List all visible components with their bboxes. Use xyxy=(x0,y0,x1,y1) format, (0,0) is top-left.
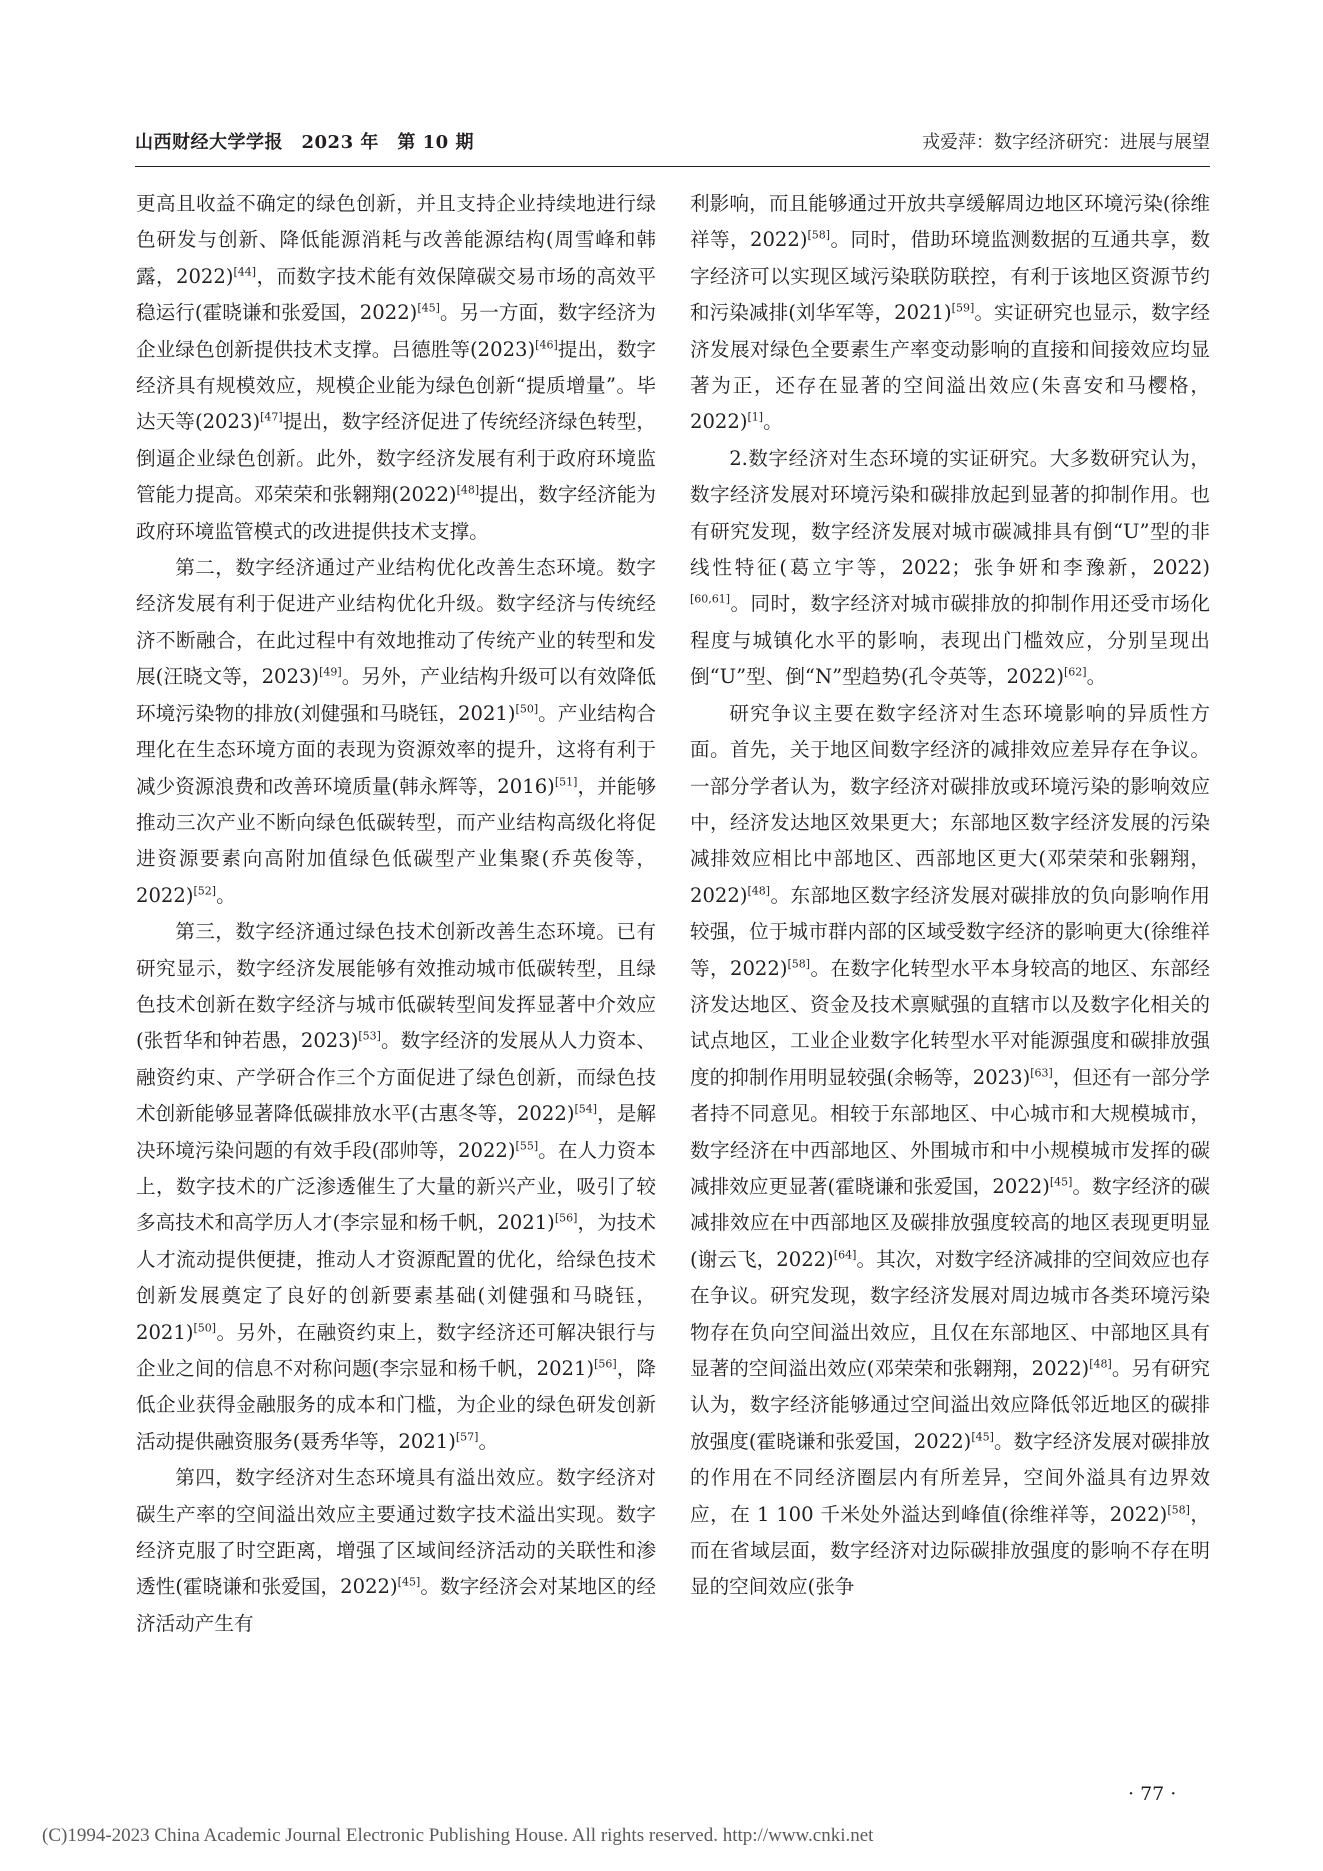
text-run: 。 xyxy=(763,410,783,434)
paragraph-continued xyxy=(690,186,1210,441)
citation-ref: [49] xyxy=(319,665,342,679)
text-run: ，降低企业获得金融服务的成本和门槛，为企业的绿色研发创新活动提供融资服务(聂秀华等，2021) xyxy=(136,1357,657,1453)
text-run: 。同时，借助环境监测数据的互通共享，数字经济可以实现区域污染联防联控，有利于该地区资源节约和污染减排(刘华军等，2021) xyxy=(690,228,1210,325)
text-run: 更高且收益不确定的绿色创新，并且支持企业持续地进行绿色研发与创新、降低能源消耗与改善能源结构(周雪峰和韩露，2022) xyxy=(136,192,656,288)
running-header xyxy=(135,128,1210,162)
text-run: 。在人力资本上，数字技术的广泛渗透催生了大量的新兴产业，吸引了较多高技术和高学历人才(李宗显和杨千帆，2021) xyxy=(136,1138,656,1235)
text-run: 。数字经济发展对碳排放的作用在不同经济圈层内有所差异，空间外溢具有边界效应，在 1 100 千米处外溢达到峰值(徐维祥等，2022) xyxy=(690,1429,1211,1526)
text-run: 提出，数字经济能为政府环境监管模式的改进提供技术支撑。 xyxy=(136,483,657,543)
right-column xyxy=(690,186,1210,1606)
paragraph xyxy=(136,550,656,914)
text-run: 。 xyxy=(1086,665,1107,689)
citation-ref: [48] xyxy=(1089,1357,1112,1371)
text-run: 。 xyxy=(216,883,236,907)
text-run: 。另一方面，数字经济为企业绿色创新提供技术支撑。吕德胜等(2023) xyxy=(136,301,657,361)
text-run: ，而在省域层面，数字经济对边际碳排放强度的影响不存在明显的空间效应(张争 xyxy=(690,1502,1211,1599)
citation-ref: [48] xyxy=(747,884,771,898)
citation-ref: [51] xyxy=(554,774,578,788)
citation-ref: [57] xyxy=(455,1430,479,1444)
text-run: 。另外，在融资约束上，数字经济还可解决银行与企业之间的信息不对称问题(李宗显和杨千帆，2021) xyxy=(136,1320,656,1380)
journal-name: 山西财经大学学报 2023 年 第 10 期 xyxy=(135,132,474,153)
paragraph xyxy=(136,1460,656,1642)
text-run: 第二，数字经济通过产业结构优化改善生态环境。数字经济发展有利于促进产业结构优化升级。数字经济与传统经济不断融合，在此过程中有效地推动了传统产业的转型和发展(汪晓文等，2023) xyxy=(136,556,656,689)
text-run: ，并能够推动三次产业不断向绿色低碳转型，而产业结构高级化将促进资源要素向高附加值绿色低碳型产业集聚(乔英俊等，2022) xyxy=(136,774,657,907)
page-number: · 77 · xyxy=(1128,1783,1177,1805)
citation-ref: [54] xyxy=(574,1102,598,1116)
text-run: 。其次，对数字经济减排的空间效应也存在争议。研究发现，数字经济发展对周边城市各类环境污染物存在负向空间溢出效应，且仅在东部地区、中部地区具有显著的空间溢出效应(邓荣荣和张翱翔，2022) xyxy=(690,1247,1211,1380)
paragraph-continued xyxy=(136,186,656,550)
text-run: 。数字经济的碳减排效应在中西部地区及碳排放强度较高的地区表现更明显(谢云飞，2022) xyxy=(690,1174,1211,1271)
citation-ref: [56] xyxy=(594,1357,617,1371)
text-run: 第三，数字经济通过绿色技术创新改善生态环境。已有研究显示，数字经济发展能够有效推动城市低碳转型，且绿色技术创新在数字经济与城市低碳转型间发挥显著中介效应(张哲华和钟若愚，2023) xyxy=(136,920,656,1053)
citation-ref: [52] xyxy=(193,884,217,898)
paragraph xyxy=(690,441,1210,696)
citation-ref: [50] xyxy=(515,702,539,716)
citation-ref: [48] xyxy=(456,483,480,497)
citation-ref: [60,61] xyxy=(690,592,731,606)
citation-ref: [46] xyxy=(535,338,558,352)
text-run: 利影响，而且能够通过开放共享缓解周边地区环境污染(徐维祥等，2022) xyxy=(690,192,1210,252)
citation-ref: [58] xyxy=(1167,1503,1190,1517)
citation-ref: [63] xyxy=(1030,1066,1053,1080)
citation-ref: [64] xyxy=(833,1248,857,1262)
citation-ref: [58] xyxy=(787,957,811,970)
text-run: ，是解决环境污染问题的有效手段(邵帅等，2022) xyxy=(136,1102,656,1162)
left-column xyxy=(136,186,656,1642)
text-run: 第四，数字经济对生态环境具有溢出效应。数字经济对碳生产率的空间溢出效应主要通过数字技术溢出实现。数字经济克服了时空距离，增强了区域间经济活动的关联性和渗透性(霍晓谦和张爱国，2022) xyxy=(136,1466,656,1599)
text-run: 。在数字化转型水平本身较高的地区、东部经济发达地区、资金及技术禀赋强的直辖市以及数字化相关的试点地区，工业企业数字化转型水平对能源强度和碳排放强度的抑制作用明显较强(余畅等，2023) xyxy=(690,956,1210,1089)
text-run: 提出，数字经济具有规模效应，规模企业能为绿色创新“提质增量”。毕达天等(2023) xyxy=(136,337,657,434)
text-run: 2.数字经济对生态环境的实证研究。大多数研究认为，数字经济发展对环境污染和碳排放起到显著的抑制作用。也有研究发现，数字经济发展对城市碳减排具有倒“U”型的非线性特征(葛立宇等，2022；张争妍和李豫新，2022) xyxy=(690,446,1210,580)
text-run: 。 xyxy=(478,1429,499,1453)
text-run: 提出，数字经济促进了传统经济绿色转型，倒逼企业绿色创新。此外，数字经济发展有利于政府环境监管能力提高。邓荣荣和张翱翔(2022) xyxy=(136,410,657,507)
text-run: 。数字经济会对某地区的经济活动产生有 xyxy=(136,1575,657,1635)
header-rule xyxy=(135,166,1210,167)
citation-ref: [55] xyxy=(515,1139,539,1153)
paragraph xyxy=(136,914,656,1460)
citation-ref: [45] xyxy=(1049,1175,1073,1189)
citation-ref: [62] xyxy=(1064,665,1087,679)
paragraph xyxy=(690,696,1210,1606)
text-run: ，为技术人才流动提供便捷，推动人才资源配置的优化，给绿色技术创新发展奠定了良好的创新要素基础(刘健强和马晓钰，2021) xyxy=(136,1211,657,1344)
text-run: ，但还有一部分学者持不同意见。相较于东部地区、中心城市和大规模城市，数字经济在中西部地区、外围城市和中小规模城市发挥的碳减排效应更显著(霍晓谦和张爱国，2022) xyxy=(690,1065,1211,1198)
text-run: 。东部地区数字经济发展对碳排放的负向影响作用较强，位于城市群内部的区域受数字经济的影响更大(徐维祥等，2022) xyxy=(690,883,1210,980)
citation-ref: [44] xyxy=(233,265,257,279)
citation-ref: [56] xyxy=(554,1211,578,1225)
citation-ref: [50] xyxy=(193,1321,217,1335)
citation-ref: [59] xyxy=(951,301,975,315)
citation-ref: [53] xyxy=(358,1029,381,1043)
text-run: 。数字经济的发展从人力资本、融资约束、产学研合作三个方面促进了绿色创新，而绿色技术创新能够显著降低碳排放水平(古惠冬等，2022) xyxy=(136,1029,657,1126)
text-run: 。产业结构合理化在生态环境方面的表现为资源效率的提升，这将有利于减少资源浪费和改善环境质量(韩永辉等，2016) xyxy=(136,701,656,798)
citation-ref: [45] xyxy=(971,1430,994,1444)
citation-ref: [45] xyxy=(397,1575,421,1589)
text-run: 。另有研究认为，数字经济能够通过空间溢出效应降低邻近地区的碳排放强度(霍晓谦和张爱国，2022) xyxy=(690,1357,1211,1453)
citation-ref: [45] xyxy=(417,301,440,315)
article-title: 戎爱萍：数字经济研究：进展与展望 xyxy=(922,132,1210,153)
text-run: 。另外，产业结构升级可以有效降低环境污染物的排放(刘健强和马晓钰，2021) xyxy=(136,665,656,725)
text-run: ，而数字技术能有效保障碳交易市场的高效平稳运行(霍晓谦和张爱国，2022) xyxy=(136,264,656,325)
citation-ref: [58] xyxy=(807,228,831,242)
text-run: 研究争议主要在数字经济对生态环境影响的异质性方面。首先，关于地区间数字经济的减排效应差异存在争议。一部分学者认为，数字经济对碳排放或环境污染的影响效应中，经济发达地区效果更大；东部地区数字经济发展的污染减排效应相比中部地区、西部地区更大(邓荣荣和张翱翔，2022) xyxy=(690,701,1210,907)
citation-ref: [1] xyxy=(747,410,764,424)
text-run: 。同时，数字经济对城市碳排放的抑制作用还受市场化程度与城镇化水平的影响，表现出门槛效应，分别呈现出倒“U”型、倒“N”型趋势(孔令英等，2022) xyxy=(690,592,1210,689)
copyright-footer: (C)1994-2023 China Academic Journal Electronic Publishing House. All rights reserved. http://www.cnki.net xyxy=(42,1825,874,1846)
citation-ref: [47] xyxy=(260,410,283,424)
text-run: 。实证研究也显示，数字经济发展对绿色全要素生产率变动影响的直接和间接效应均显著为正，还存在显著的空间溢出效应(朱喜安和马樱格，2022) xyxy=(690,301,1211,434)
